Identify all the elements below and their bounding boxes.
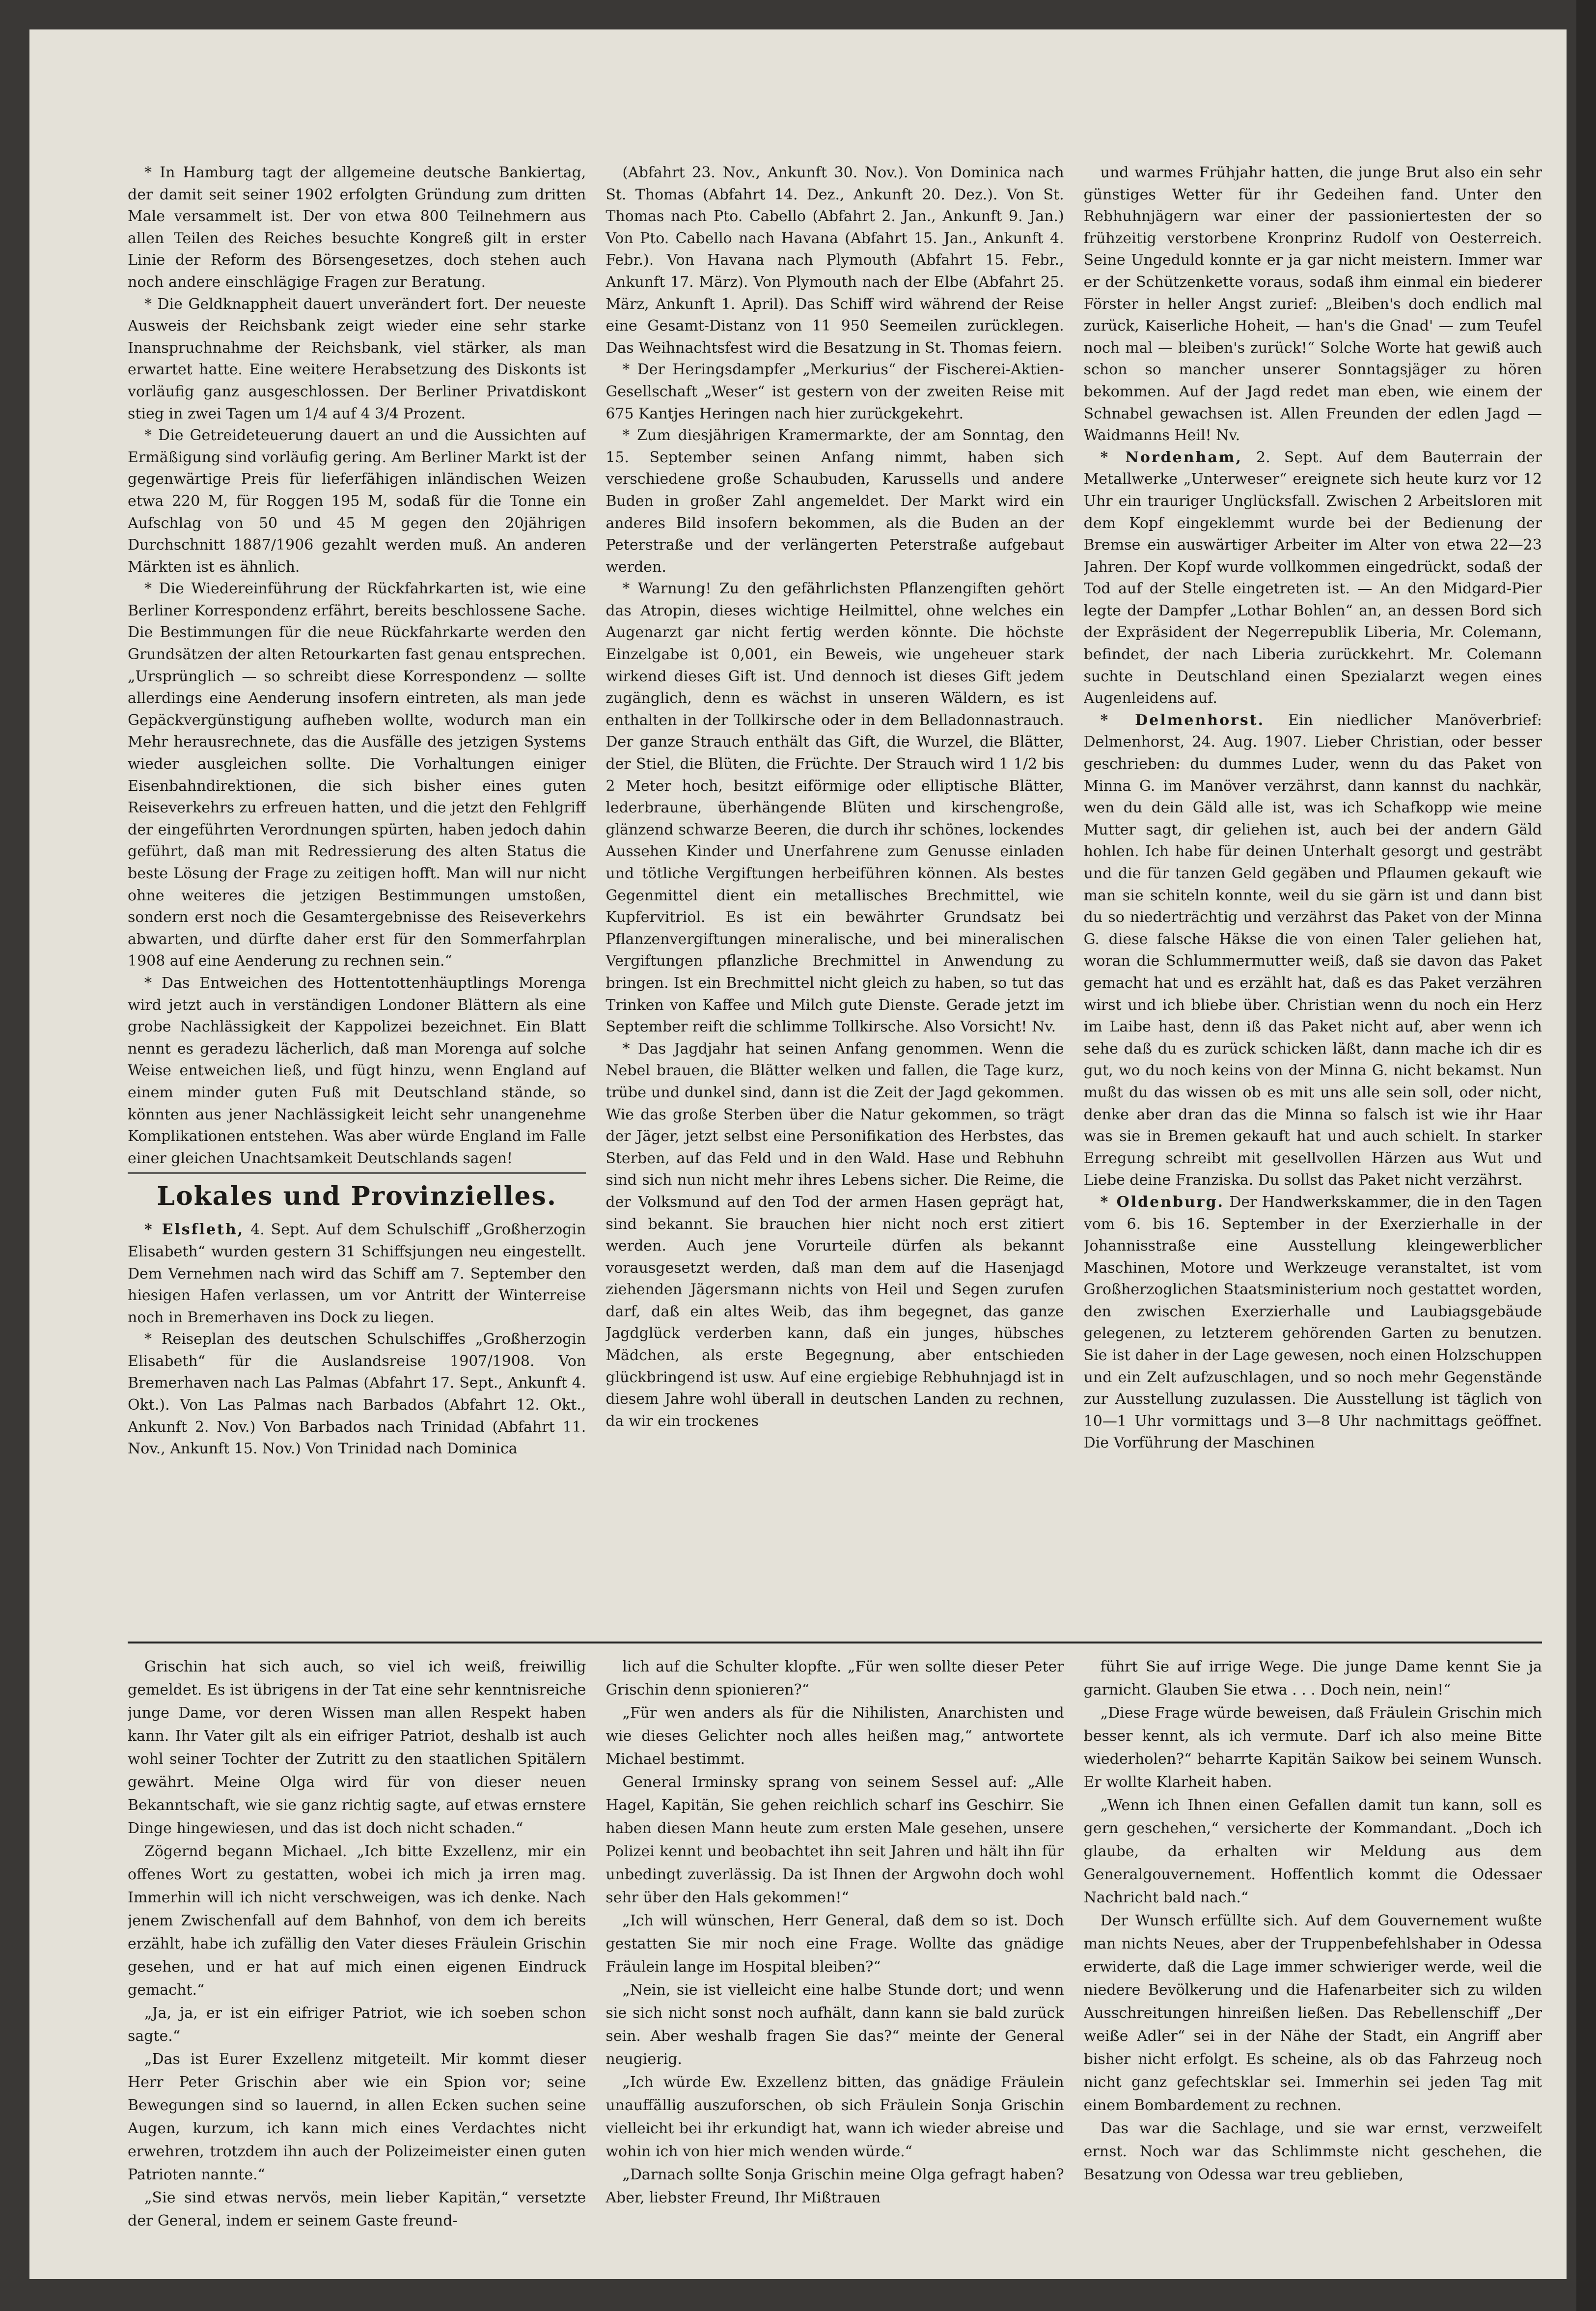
dateline-place: * Oldenburg. [1100, 1193, 1225, 1211]
serial-paragraph: führt Sie auf irrige Wege. Die junge Dame kennt Sie ja garnicht. Glauben Sie etwa . . . Doch nein, nein!“ [1083, 1658, 1542, 1698]
article-paragraph: * In Hamburg tagt der allgemeine deutsche Bankiertag, der damit seit seiner 1902 erfolgten Gründung zum dritten Male versammelt ist. Der von etwa 800 Teilnehmern aus allen Teilen des Reiches besuchte Kongreß gilt in erster Linie der Reform des Börsengesetzes, doch stehen auch noch andere einschlägige Fragen zur Beratung. [128, 164, 586, 291]
serial-column-2 [605, 1655, 1064, 2279]
serial-paragraph: „Das ist Eurer Exzellenz mitgeteilt. Mir kommt dieser Herr Peter Grischin aber wie ein Spion vor; seine Bewegungen sind so lauernd, in allen Ecken suchen seine Augen, kurzum, ich kann mich eines Verdachtes nicht erwehren, trotzdem ihn auch der Polizeimeister einen guten Patrioten nannte.“ [128, 2051, 586, 2183]
column-2 [605, 162, 1064, 1636]
local-news-item [128, 1219, 586, 1329]
serial-paragraph: „Für wen anders als für die Nihilisten, Anarchisten und wie dieses Gelichter noch alles heißen mag,“ antwortete Michael bestimmt. [605, 1704, 1064, 1768]
serial-column-1 [128, 1655, 586, 2279]
news-section [128, 162, 1542, 1636]
serial-paragraph: „Diese Frage würde beweisen, daß Fräulein Grischin mich besser kennt, als ich vermute. Darf ich also meine Bitte wiederholen?“ beharrte Kapitän Saikow bei seinem Wunsch. Er wollte Klarheit haben. [1083, 1704, 1542, 1791]
serial-paragraph: „Ich würde Ew. Exzellenz bitten, das gnädige Fräulein unauffällig auszuforschen, ob sich Fräulein Sonja Grischin vielleicht bei ihr erkundigt hat, wann ich wieder abreise und wohin ich von hier mich wenden würde.“ [605, 2074, 1064, 2160]
serial-paragraph: „Sie sind etwas nervös, mein lieber Kapitän,“ versetzte der General, indem er seinem Gaste freund- [128, 2189, 586, 2229]
serial-paragraph: lich auf die Schulter klopfte. „Für wen sollte dieser Peter Grischin denn spionieren?“ [605, 1658, 1064, 1698]
dateline-place: * Delmenhorst. [1100, 711, 1265, 729]
serial-paragraph: „Darnach sollte Sonja Grischin meine Olga gefragt haben? Aber, liebster Freund, Ihr Mißtrauen [605, 2166, 1064, 2206]
article-paragraph: * Die Wiedereinführung der Rückfahrkarten ist, wie eine Berliner Korrespondenz erfährt, bereits beschlossene Sache. Die Bestimmungen für die neue Rückfahrkarte werden den Grundsätzen der alten Retourkarten fast genau entsprechen. „Ursprünglich — so schreibt diese Korrespondenz — sollte allerdings eine Aenderung insofern eintreten, als man jede Gepäckvergünstigung aufheben wollte, wodurch man ein Mehr herausrechnete, das die Ausfälle des jetzigen Systems wieder ausgleichen sollte. Die Vorhaltungen einiger Eisenbahndirektionen, die sich bisher eines guten Reiseverkehrs zu erfreuen hatten, und die jetzt den Fehlgriff der eingeführten Verordnungen spürten, haben jedoch dahin geführt, daß man mit Redressierung des alten Status die beste Lösung der Frage zu zeitigen hofft. Man will nur nicht ohne weiteres die jetzigen Bestimmungen umstoßen, sondern erst noch die Gesamtergebnisse des Reiseverkehrs abwarten, und dürfte daher erst für den Sommerfahrplan 1908 auf eine Aenderung zu rechnen sein.“ [128, 580, 586, 970]
article-paragraph: * Das Jagdjahr hat seinen Anfang genommen. Wenn die Nebel brauen, die Blätter welken und fallen, die Tage kurz, trübe und dunkel sind, dann ist die Zeit der Jagd gekommen. Wie das große Sterben über die Natur gekommen, so trägt der Jäger, jetzt selbst eine Personifikation des Herbstes, das Sterben, auf das Feld und in den Wald. Hase und Rebhuhn sind sich nun nicht mehr ihres Lebens sicher. Die Reime, die der Volksmund auf den Tod der armen Hasen geprägt hat, sind bekannt. Sie brauchen hier nicht noch erst zitiert werden. Auch jene Vorurteile dürfen als bekannt vorausgesetzt werden, daß man dem auf die Hasenjagd ziehenden Jägersmann nichts von Heil und Segen zurufen darf, daß ein altes Weib, das ihm begegnet, das ganze Jagdglück verderben kann, daß ein junges, hübsches Mädchen, als erste Begegnung, aber entschieden glückbringend ist usw. Auf eine ergiebige Rebhuhnjagd ist in diesem Jahre wohl überall in deutschen Landen zu rechnen, da wir ein trockenes [605, 1040, 1064, 1430]
serial-paragraph: „Ich will wünschen, Herr General, daß dem so ist. Doch gestatten Sie mir noch eine Frage. Wollte das gnädige Fräulein lange im Hospital bleiben?“ [605, 1912, 1064, 1976]
column-3 [1084, 162, 1542, 1636]
serial-paragraph: Der Wunsch erfüllte sich. Auf dem Gouvernement wußte man nichts Neues, aber der Truppenbefehlshaber in Odessa erwiderte, daß die Lage immer schwieriger werde, weil die niedere Bevölkerung und die Hafenarbeiter sich zu wilden Ausschreitungen hinreißen ließen. Das Rebellenschiff „Der weiße Adler“ sei in der Nähe der Stadt, ein Angriff aber bisher nicht erfolgt. Es scheine, als ob das Fahrzeug noch nicht ganz gefechtsklar sei. Immerhin sei jeden Tag mit einem Bombardement zu rechnen. [1083, 1912, 1542, 2114]
local-news-item [1084, 447, 1542, 710]
serial-paragraph: Grischin hat sich auch, so viel ich weiß, freiwillig gemeldet. Es ist übrigens in der Tat eine sehr kenntnisreiche junge Dame, vor deren Wissen man allen Respekt haben kann. Ihr Vater gilt als ein eifriger Patriot, deshalb ist auch wohl seiner Tochter der Zutritt zu den staatlichen Spitälern gewährt. Meine Olga wird für von dieser neuen Bekanntschaft, wie sie ganz richtig sagte, auf etwas ernstere Dinge hingewiesen, und das ist doch nicht schaden.“ [128, 1658, 586, 1837]
serial-paragraph: „Ja, ja, er ist ein eifriger Patriot, wie ich soeben schon sagte.“ [128, 2005, 586, 2045]
newspaper-page [29, 29, 1567, 2279]
serial-paragraph: „Wenn ich Ihnen einen Gefallen damit tun kann, soll es gern geschehen,“ versicherte der Kommandant. „Doch ich glaube, da erhalten wir Meldung aus dem Generalgouvernement. Hoffentlich kommt die Odessaer Nachricht bald nach.“ [1083, 1797, 1542, 1906]
section-heading: Lokales und Provinzielles. [128, 1172, 586, 1217]
article-paragraph: * Das Entweichen des Hottentottenhäuptlings Morenga wird jetzt auch in verständigen Londoner Blättern als eine grobe Nachlässigkeit der Kappolizei bezeichnet. Ein Blatt nennt es geradezu lächerlich, daß man Morenga auf solche Weise entweichen ließ, und fügt hinzu, wenn England auf einem minder guten Fuß mit Deutschland stände, so könnten aus jener Nachlässigkeit leicht sehr unangenehme Komplikationen entstehen. Was aber würde England im Falle einer gleichen Unachtsamkeit Deutschlands sagen! [128, 974, 586, 1167]
dateline-place: * Nordenham, [1100, 448, 1242, 466]
article-text: 2. Sept. Auf dem Bauterrain der Metallwerke „Unterweser“ ereignete sich heute kurz vor 12 Uhr ein trauriger Unglücksfall. Zwischen 2 Arbeitsloren mit dem Kopf eingeklemmt wurde bei der Bedienung der Bremse ein auswärtiger Arbeiter im Alter von etwa 22—23 Jahren. Der Kopf wurde vollkommen eingedrückt, sodaß der Tod auf der Stelle eingetreten ist. — An den Midgard-Pier legte der Dampfer „Lothar Bohlen“ an, an dessen Bord sich der Expräsident der Negerrepublik Liberia, Mr. Colemann, befindet, der nach Liberia zurückkehrt. Mr. Colemann suchte in Deutschland einen Spezialarzt wegen eines Augenleidens auf. [1083, 448, 1542, 707]
article-text: * Reiseplan des deutschen Schulschiffes „Großherzogin Elisabeth“ für die Auslandsreise 1907/1908. Von Bremerhaven nach Las Palmas (Abfahrt 17. Sept., Ankunft 4. Okt.). Von Las Palmas nach Barbados (Abfahrt 12. Okt., Ankunft 2. Nov.) Von Barbados nach Trinidad (Abfahrt 11. Nov., Ankunft 15. Nov.) Von Trinidad nach Dominica [128, 1331, 586, 1458]
column-1 [128, 162, 586, 1636]
serial-paragraph: General Irminsky sprang von seinem Sessel auf: „Alle Hagel, Kapitän, Sie gehen reichlich scharf ins Geschirr. Sie haben diesen Mann heute zum ersten Male gesehen, unsere Polizei kennt und beobachtet ihn seit Jahren und hält ihn für unbedingt zuverlässig. Da ist Ihnen der Argwohn doch wohl sehr über den Hals gekommen!“ [605, 1774, 1064, 1906]
local-news-item [128, 1329, 586, 1460]
article-paragraph: * Zum diesjährigen Kramermarkte, der am Sonntag, den 15. September seinen Anfang nimmt, haben sich verschiedene große Schaubuden, Karussells und andere Buden in großer Zahl angemeldet. Der Markt wird ein anderes Bild insofern bekommen, als die Buden an der Peterstraße und der verlängerten Peterstraße aufgebaut werden. [605, 427, 1064, 576]
serial-paragraph: „Nein, sie ist vielleicht eine halbe Stunde dort; und wenn sie sich nicht sonst noch aufhält, dann kann sie bald zurück sein. Aber weshalb fragen Sie das?“ meinte der General neugierig. [605, 1981, 1064, 2068]
serial-column-3 [1084, 1655, 1542, 2279]
feuilleton-section [128, 1655, 1542, 2279]
local-news-item [1084, 710, 1542, 1192]
article-paragraph: * Warnung! Zu den gefährlichsten Pflanzengiften gehört das Atropin, dieses wichtige Heilmittel, ohne welches ein Augenarzt gar nicht fertig werden könnte. Die höchste Einzelgabe ist 0,001, ein Beweis, wie ungeheuer stark wirkend dieses Gift ist. Und dennoch ist dieses Gift jedem zugänglich, denn es wächst in unseren Wäldern, es ist enthalten in der Tollkirsche oder in dem Belladonnastrauch. Der ganze Strauch enthält das Gift, die Wurzel, die Blätter, der Stiel, die Blüten, die Früchte. Der Strauch wird 1 1/2 bis 2 Meter hoch, besitzt eiförmige oder elliptische Blätter, lederbraune, überhängende Blüten und kirschengroße, glänzend schwarze Beeren, die durch ihr schönes, lockendes Aussehen Kinder und Unerfahrene zum Genusse einladen und tötliche Vergiftungen herbeiführen können. Als bestes Gegenmittel dient ein metallisches Brechmittel, wie Kupfervitriol. Es ist ein bewährter Grundsatz bei Pflanzenvergiftungen mineralische, und bei mineralischen Vergiftungen pflanzliche Brechmittel in Anwendung zu bringen. Ist ein Brechmittel nicht gleich zu haben, so tut das Trinken von Kaffee und Milch gute Dienste. Gerade jetzt im September reift die schlimme Tollkirsche. Also Vorsicht! Nv. [605, 580, 1064, 1036]
scan-edge [1576, 0, 1596, 2311]
article-text: Der Handwerkskammer, die in den Tagen vom 6. bis 16. September in der Exerzierhalle in der Johannisstraße eine Ausstellung kleingewerblicher Maschinen, Motore und Werkzeuge veranstaltet, ist vom Großherzoglichen Staatsministerium noch gestattet worden, den zwischen Exerzierhalle und Laubiagsgebäude gelegenen, zu letzterem gehörenden Garten zu benutzen. Sie ist daher in der Lage gewesen, noch einen Holzschuppen und ein Zelt aufzuschlagen, und so noch mehr Gegenstände zur Ausstellung zuzulassen. Die Ausstellung ist täglich von 10—1 Uhr vormittags und 3—8 Uhr nachmittags geöffnet. Die Vorführung der Maschinen [1083, 1193, 1542, 1452]
article-text: und warmes Frühjahr hatten, die junge Brut also ein sehr günstiges Wetter für ihr Gedeihen fand. Unter den Rebhuhnjägern war einer der passioniertesten der so frühzeitig verstorbene Kronprinz Rudolf von Oesterreich. Seine Ungeduld konnte er ja gar nicht meistern. Immer war er der Schützenkette voraus, sodaß ihm einmal ein biederer Förster in heller Angst zurief: „Bleiben's doch endlich mal zurück, Kaiserliche Hoheit, — han's die Gnad' — zum Teufel noch mal — bleiben's zurück!“ Solche Worte hat gewiß auch schon so mancher unserer Sonntagsjäger zu hören bekommen. Auf der Jagd redet man eben, wie einem der Schnabel gewachsen ist. Allen Freunden der edlen Jagd — Waidmanns Heil! Nv. [1083, 164, 1542, 445]
article-paragraph: * Die Geldknappheit dauert unverändert fort. Der neueste Ausweis der Reichsbank zeigt wieder eine sehr starke Inanspruchnahme der Reichsbank, viel stärker, als man erwartet hatte. Eine weitere Herabsetzung des Diskonts ist vorläufig ganz ausgeschlossen. Der Berliner Privatdiskont stieg in zwei Tagen um 1/4 auf 4 3/4 Prozent. [128, 295, 586, 422]
local-news-item [1084, 162, 1542, 447]
article-paragraph: * Die Getreideteuerung dauert an und die Aussichten auf Ermäßigung sind vorläufig gering. Am Berliner Markt ist der gegenwärtige Preis für lieferfähigen inländischen Weizen etwa 220 M, für Roggen 195 M, sodaß für die Tonne ein Aufschlag von 50 und 45 M gegen den 20jährigen Durchschnitt 1887/1906 gezahlt werden muß. An anderen Märkten ist es ähnlich. [128, 427, 586, 576]
article-text: 4. Sept. Auf dem Schulschiff „Großherzogin Elisabeth“ wurden gestern 31 Schiffsjungen neu eingestellt. Dem Vernehmen nach wird das Schiff am 7. September den hiesigen Hafen verlassen, um vor Antritt der Winterreise noch in Bremerhaven ins Dock zu liegen. [128, 1221, 586, 1326]
article-text: Ein niedlicher Manöverbrief: Delmenhorst, 24. Aug. 1907. Lieber Christian, oder besser geschrieben: du dummes Luder, wenn du das Paket von Minna G. im Manöver verzährst, dann kannst du nachkär, wen du dein Gäld alle ist, was ich Schafkopp wie meine Mutter sagt, dir geliehen ist, auch bei der andern Gäld hohlen. Ich habe für deinen Unterhalt gesorgt und gesträbt und die für tanzen Geld gegäben und Pflaumen gekauft wie man sie schiteln konnte, weil du sie gärn ist und dann bist du so niederträchtig und verzährst das Paket von der Minna G. diese falsche Häkse die von einen Taler geliehen hat, woran die Schlummermutter weiß, daß sie davon das Paket gemacht hat und es erzählt hat, daß es das Paket verzähren wirst und ich bliebe über. Christian wenn du noch ein Herz im Laibe hast, denn iß das Paket nicht auf, aber wenn ich sehe daß du es zurück schicken läßt, dann mache ich dir es gut, wo du noch keins von der Minna G. nicht bekamst. Nun mußt du das wissen ob es mit uns alle sein soll, oder nicht, denke aber dran das die Minna so falsch ist wie ihr Haar was sie in Bremen gekauft hat und auch schielt. In starker Erregung schreibt mit gesellvollen Härzen aus Wut und Liebe deine Franziska. Du sollst das Paket nicht verzährst. [1083, 711, 1542, 1189]
section-divider [128, 1642, 1542, 1643]
local-news-item [1084, 1192, 1542, 1454]
serial-paragraph: Das war die Sachlage, und sie war ernst, verzweifelt ernst. Noch war das Schlimmste nicht geschehen, die Besatzung von Odessa war treu geblieben, [1083, 2120, 1542, 2183]
dateline-place: * Elsfleth, [144, 1221, 245, 1239]
article-paragraph: (Abfahrt 23. Nov., Ankunft 30. Nov.). Von Dominica nach St. Thomas (Abfahrt 14. Dez., Ankunft 20. Dez.). Von St. Thomas nach Pto. Cabello (Abfahrt 2. Jan., Ankunft 9. Jan.) Von Pto. Cabello nach Havana (Abfahrt 15. Jan., Ankunft 4. Febr.). Von Havana nach Plymouth (Abfahrt 15. Febr., Ankunft 17. März). Von Plymouth nach der Elbe (Abfahrt 25. März, Ankunft 1. April). Das Schiff wird während der Reise eine Gesamt-Distanz von 11 950 Seemeilen zurücklegen. Das Weihnachtsfest wird die Besatzung in St. Thomas feiern. [605, 164, 1064, 357]
article-paragraph: * Der Heringsdampfer „Merkurius“ der Fischerei-Aktien-Gesellschaft „Weser“ ist gestern von der zweiten Reise mit 675 Kantjes Heringen nach hier zurückgekehrt. [605, 361, 1064, 422]
serial-paragraph: Zögernd begann Michael. „Ich bitte Exzellenz, mir ein offenes Wort zu gestatten, wobei ich mich ja irren mag. Immerhin will ich nicht verschweigen, was ich denke. Nach jenem Zwischenfall auf dem Bahnhof, von dem ich bereits erzählt, habe ich zufällig den Vater dieses Fräulein Grischin gesehen, und er hat auf mich einen eigenen Eindruck gemacht.“ [128, 1843, 586, 1999]
